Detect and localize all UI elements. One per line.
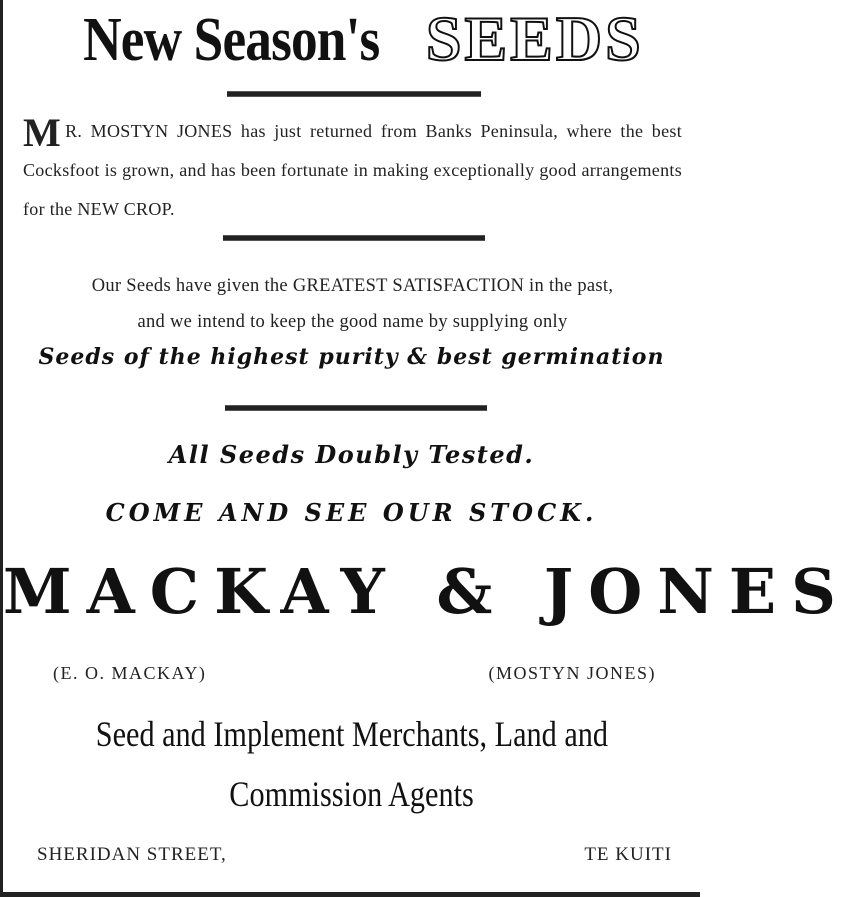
business-text-1: Seed and Implement Merchants, Land and (95, 714, 608, 754)
address (37, 844, 672, 866)
headline-new-seasons: New Season's (83, 6, 380, 74)
business-line-1 (3, 713, 700, 755)
divider (225, 405, 487, 411)
intro-paragraph (23, 112, 682, 229)
intro-dropcap: M (23, 110, 62, 155)
satisfaction-line-1: Our Seeds have given the GREATEST SATISFACTION in the past, (91, 276, 614, 296)
divider (227, 91, 481, 97)
tested-slogan: All Seeds Doubly Tested. (168, 440, 535, 469)
headline-seeds: SEEDS (425, 3, 644, 74)
satisfaction-paragraph (23, 268, 682, 340)
satisfaction-line-2: and we intend to keep the good name by supplying only (137, 312, 568, 332)
stock-slogan: COME AND SEE OUR STOCK. (105, 498, 598, 527)
partner-mackay: (E. O. MACKAY) (53, 663, 207, 683)
partners (53, 663, 656, 684)
partner-jones: (MOSTYN JONES) (488, 663, 656, 683)
business-text-2: Commission Agents (229, 774, 474, 814)
divider (223, 235, 485, 241)
purity-slogan: Seeds of the highest purity & best germination (38, 344, 665, 370)
intro-text: R. MOSTYN JONES has just returned from Banks Peninsula, where the best Cocksfoot is grown, and has been fortunate in making exceptionally good arrangements for the NEW CROP. (23, 121, 682, 219)
business-line-2 (3, 773, 700, 815)
headline (3, 2, 700, 74)
town: TE KUITI (584, 844, 672, 865)
firm-name: MACKAY & JONES (3, 555, 851, 628)
street: SHERIDAN STREET, (37, 844, 227, 865)
